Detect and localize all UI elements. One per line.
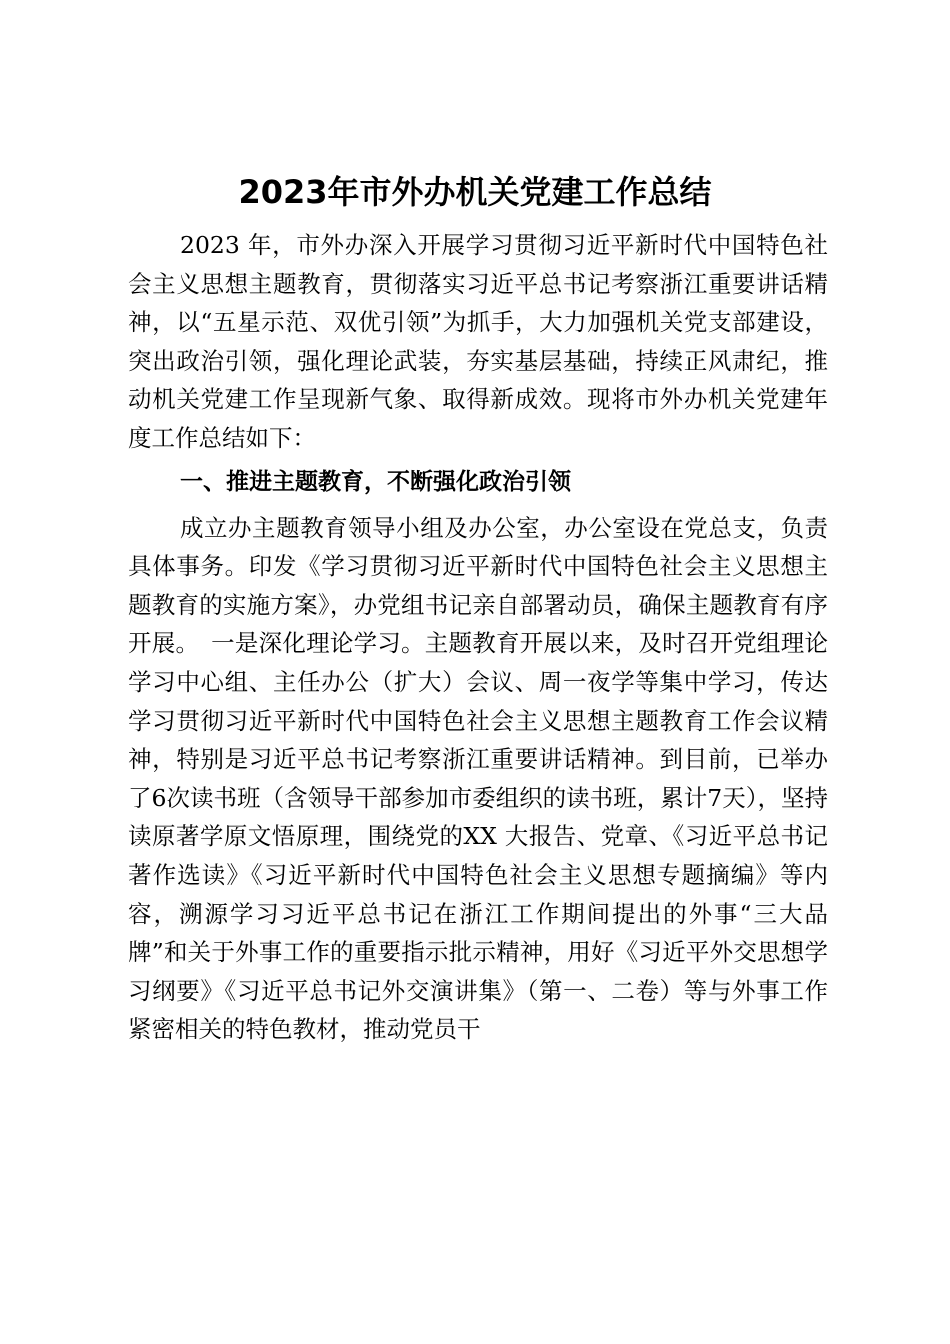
document-body xyxy=(128,226,828,1049)
intro-paragraph: 2023 年，市外办深入开展学习贯彻习近平新时代中国特色社会主义思想主题教育，贯彻落实习近平总书记考察浙江重要讲话精神，以“五星示范、双优引领”为抓手，大力加强机关党支部建设，突出政治引领，强化理论武装，夯实基层基础，持续正风肃纪，推动机关党建工作呈现新气象、取得新成效。现将市外办机关党建年度工作总结如下： xyxy=(128,231,828,452)
section-heading: 一、推进主题教育，不断强化政治引领 xyxy=(180,468,571,495)
document-title: 2023年市外办机关党建工作总结 xyxy=(238,173,712,211)
section-paragraph: 成立办主题教育领导小组及办公室，办公室设在党总支，负责具体事务。印发《学习贯彻习近平新时代中国特色社会主义思想主题教育的实施方案》，办党组书记亲自部署动员，确保主题教育有序开展。 一是深化理论学习。主题教育开展以来，及时召开党组理论学习中心组、主任办公（扩大）会议、周一夜学等集中学习，传达学习贯彻习近平新时代中国特色社会主义思想主题教育工作会议精神，特别是习近平总书记考察浙江重要讲话精神。到目前，已举办了6次读书班（含领导干部参加市委组织的读书班，累计7天），坚持读原著学原文悟原理，围绕党的XX 大报告、党章、《习近平总书记著作选读》《习近平新时代中国特色社会主义思想专题摘编》等内容，溯源学习习近平总书记在浙江工作期间提出的外事“三大品牌”和关于外事工作的重要指示批示精神，用好《习近平外交思想学习纲要》《习近平总书记外交演讲集》（第一、二卷）等与外事工作紧密相关的特色教材，推动党员干 xyxy=(128,513,828,1044)
